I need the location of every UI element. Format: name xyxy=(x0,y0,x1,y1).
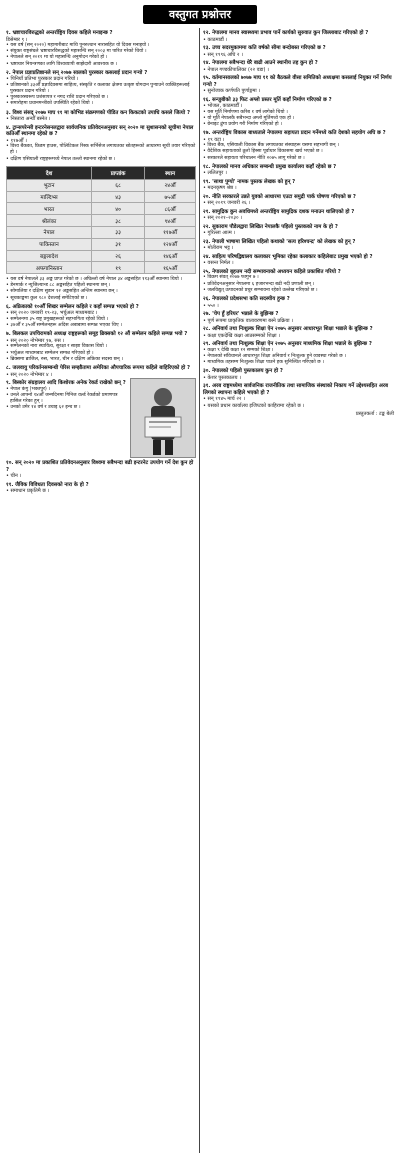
question: ३१. अरब राष्ट्रमध्येमा सार्वजनिक राजनीतिक तथा सामाजिक संस्थाको निकाय गर्ने उद्देश्यसहित अरब लिगको स्थापना कहिले भएको हो ? xyxy=(203,383,388,396)
table-row xyxy=(7,238,196,250)
answer-point: • कक्षा ९ देखि कक्षा १२ सम्मको शिक्षा । xyxy=(203,347,274,353)
answer: • काठमाडौं । xyxy=(203,36,228,43)
answer-point: • यस मूर्ति निर्माणमा करिब १ वर्ष लागेको थियो । xyxy=(203,109,288,115)
table-row xyxy=(7,262,196,274)
cell-rank: १४६औँ xyxy=(145,250,196,262)
answer-point: • उनको उमेर १४ वर्ष र उचाइ ६२ इन्च छ । xyxy=(6,405,81,411)
answer-point: • ३४औँ र ३५औँ सम्मेलनहरू अदिस अबाबामा सम्पन्न भएका थिए । xyxy=(6,323,122,329)
cell-country: नेपाल xyxy=(7,226,92,238)
question: ६. अफ्रिकाको १०औँ शिखर सम्मेलन कहिले र कहाँ सम्पन्न भएको हो ? xyxy=(6,303,139,310)
answer-point: • नेपालले सन् २०११ मा यो महासन्धि अनुमोदन गरेको हो । xyxy=(6,55,108,61)
cell-score: ६८ xyxy=(92,179,145,191)
column-header-rank: स्थान xyxy=(145,166,196,179)
table-row xyxy=(7,250,196,262)
question: १७. अन्तर्राष्ट्रिय विकास बाध्यताले नेपालमा सहायता प्रदान गर्नेमध्ये कति देशको सहयोग अघि छ ? xyxy=(203,130,386,137)
question: ४. ट्रान्सपरेन्सी इन्टरनेसनलद्वारा सार्वजनिक प्रतिवेदनअनुसार सन् २०२० मा सुशासनको सूचीमा नेपाल कतिऔँ स्थानमा रहेको छ ? xyxy=(6,124,194,138)
question-text-block xyxy=(6,378,127,411)
question: १०. सन् २०२० मा प्रकाशित प्रतिवेदनअनुसार विश्वमा सबैभन्दा बढी इन्टरनेट उपयोग गर्ने देश कुन हो ? xyxy=(6,459,194,473)
answer: • १९ वटा । xyxy=(203,136,225,143)
answer: • ११७औँ । xyxy=(6,137,27,144)
ranking-table xyxy=(6,166,196,274)
answer: • चीन । xyxy=(6,473,22,480)
question: ११. जैविक विविधता दिवसको नारा के हो ? xyxy=(6,481,89,488)
table-header-row xyxy=(7,166,196,179)
answer: • भोजल, काठमाडौँ । xyxy=(203,103,243,110)
answer-point: • माध्यमिक तहसम्म निःशुल्क शिक्षा पाउने हक सुनिश्चित गरिएको छ । xyxy=(203,360,324,366)
cell-score: १९ xyxy=(92,262,145,274)
answer-point: • ब्रिक्समा ब्राजिल, रुस, भारत, चीन र दक्षिण अफ्रिका सदस्य छन् । xyxy=(6,356,123,362)
answer-point: • सूचकाङ्कमा कुल १८० देशलाई समेटिएको छ । xyxy=(6,295,88,301)
columns xyxy=(3,28,397,1153)
answer-point: • विश्व बैंकका, फ्रिडम हाउस, पोलिटिकल रिस्क सर्भिसेज लगायतका स्रोतहरूको आधारमा सूची तयार गरिएको हो । xyxy=(6,144,196,156)
answer: डिसेम्बर ९ । xyxy=(6,36,28,43)
answer-point: • सरकारले सहायता परिचालन नीति २०७५ लागू गरेको छ । xyxy=(203,155,305,161)
answer: • सन् २०२० जनवरी १९-२३, भर्चुअल माध्यमबाट । xyxy=(6,310,98,317)
column-header-score: प्राप्तांक xyxy=(92,166,145,179)
answer-point: • ग्रेनाइट ढुंगा प्रयोग गरी निर्माण गरिएको हो । xyxy=(203,122,282,127)
answer-point: • जलविद्युत् उत्पादनको प्रचुर सम्भावना रहेको उल्लेख गरिएको छ । xyxy=(203,287,318,293)
question: ९. बिस्कोर संग्रहालय आदि किशोरक अनेक रेकर्ड राखेको छन् ? xyxy=(6,379,126,386)
answer: • सन् १९४५ मार्च २२ । xyxy=(203,396,246,403)
table-row xyxy=(7,179,196,191)
cell-score: ३१ xyxy=(92,238,145,250)
answer-point: • समारोहमा प्रधानमन्त्रीको उपस्थिति रहेको थियो । xyxy=(6,101,94,107)
answer-point: • दक्षिण एसियाली राष्ट्रहरूमध्ये नेपाल तल्लो स्थानमा रहेको छ । xyxy=(6,156,116,162)
answer-point: • पुरस्कारस्वरूप प्रशंसापत्र र नगद राशि प्रदान गरिएको छ । xyxy=(6,95,109,101)
question: ३०. नेपालको पहिलो पुस्तकालय कुन हो ? xyxy=(203,368,283,375)
answer-point: • यो मूर्ति नेपालकै सबैभन्दा अग्लो मूर्तिमध्ये एक हो । xyxy=(203,115,295,121)
page-title: वस्तुगत प्रश्नोत्तर xyxy=(143,5,257,24)
answer: • यसको प्रधान कार्यालय इजिप्टको काहिरामा रहेको छ । xyxy=(203,402,305,409)
cell-country: माल्दिभ्स xyxy=(7,191,92,203)
cell-rank: २४औँ xyxy=(145,179,196,191)
table-row xyxy=(7,203,196,215)
answer: • पिनियाँ प्रतिभा पुरस्कार प्रदान गरियो । xyxy=(6,76,79,83)
question: ३. विश्व संसद् २०७७ माघ ११ मा कोभिड संक्रमणको पीडित कन किकटको उपाधि कसले जित्यो ? xyxy=(6,109,190,116)
answer-point: • संयुक्त राष्ट्रसंघले भ्रष्टाचारविरुद्धको महासन्धि सन् २००३ मा पारित गरेको थियो । xyxy=(6,49,147,55)
question: १६. सन्जुबीको ३३ फिट अग्लो प्रस्तर मूर्ति कहाँ निर्माण गरिएको छ ? xyxy=(203,96,332,103)
cell-country: भारत xyxy=(7,203,92,215)
person-photo xyxy=(130,378,196,458)
answer: • ललितपुर । xyxy=(203,170,227,177)
question: २. नेपाल प्रज्ञाप्रतिष्ठानले सन् २०७७ सालको पुरस्कार कसलाई प्रदान गर्‍यो ? xyxy=(6,69,148,76)
answer: • निस्तारा अन्यौँ बस्नेत । xyxy=(6,116,51,123)
cell-score: २६ xyxy=(92,250,145,262)
question: १. भ्रष्टाचारविरुद्धको अन्तर्राष्ट्रिय दिवस कहिले मनाइन्छ ? xyxy=(6,30,113,36)
answer: • सुनोजाक कर्णपति पुर्णाङ्गमा । xyxy=(203,88,261,95)
answer: • नेपाल गण्डकीपालिका (२२ वडा) । xyxy=(203,66,269,73)
cell-country: भुटान xyxy=(7,179,92,191)
answer-point: • नेपाल कंगु (भक्तपुर) । xyxy=(6,386,51,392)
question: २७. 'चेप हुँ हरियर' भन्नाले के बुझिन्छ ? xyxy=(203,311,279,318)
answer: • सन् २०२१–२०३० । xyxy=(203,215,243,222)
answer-point: • सोमालिया र दक्षिण सुडान १२ अङ्कसहित अन्तिम स्थानमा छन् । xyxy=(6,289,118,295)
answer-point: • नेपालको संविधानले आधारभूत शिक्षा अनिवार्य र निःशुल्क हुने व्यवस्था गरेको छ । xyxy=(203,353,346,359)
answer: • वसन्त निर्मल । xyxy=(203,260,234,267)
answer-point: • भ्रष्टाचार नियन्त्रणका लागि विश्वव्यापी साझेदारी आवश्यक छ । xyxy=(6,61,118,67)
answer: • गुरिल्ला आत्म । xyxy=(203,230,236,237)
answer-point: • वैदेशिक सहायताको ठूलो हिस्सा पूर्वाधार विकासमा खर्च भएको छ । xyxy=(203,149,323,155)
cell-rank: ११७औँ xyxy=(145,226,196,238)
answer-point: • भर्चुअल माध्यमबाट सम्मेलन सम्पन्न गरिएको हो । xyxy=(6,350,94,356)
cell-score: ४० xyxy=(92,203,145,215)
answer: • सन् २०२० नोभेम्बर १७, रुस । xyxy=(6,337,65,344)
cell-rank: ८६औँ xyxy=(145,203,196,215)
question: २९. अनिवार्य तथा निःशुल्क शिक्षा ऐन २०७५ अनुसार माध्यमिक शिक्षा भन्नाले के बुझिन्छ ? xyxy=(203,341,372,348)
question: २२. सुकाराम पौडेलद्वारा लिखित नेपालकै पहिलो पुस्तकको नाम के हो ? xyxy=(203,223,338,230)
left-column xyxy=(3,28,200,1153)
question: १५. वर्तमानसालको ७०७७ माघ ११ को बैठकले वीसा समितिको अध्यक्षमा कसलाई नियुक्त गर्ने निर्णय गर्‍यो ? xyxy=(203,75,392,88)
answer: • कक्षा एकदेखि कक्षा आठसम्मको शिक्षा । xyxy=(203,332,281,339)
question: २६. नेपालको प्रदेशसभा कति सदस्यीय हुन्छ ? xyxy=(203,296,290,303)
cell-country: श्रीलंका xyxy=(7,215,92,227)
answer: • सन् १९९६ अघि २ । xyxy=(203,51,244,58)
right-column xyxy=(200,28,397,1153)
answer: • मदनकृष्ण श्रेष्ठ । xyxy=(203,185,237,192)
section-header xyxy=(3,4,397,24)
answer-point: • विश्व बैंक, एसियाली विकास बैंक लगायतका संस्थाहरू यसमा सहभागी छन् । xyxy=(203,143,339,149)
answer: • सन् २०१९ जनवरी २६ । xyxy=(203,200,251,207)
question: ८. जलवायु परिवर्तनसम्बन्धी पेरिस सम्झौतामा अमेरिका औपचारिक रूपमा कहिले बाहिरिएको हो ? xyxy=(6,364,191,371)
answer-point: • यस वर्ष नेपालले ३३ अङ्क प्राप्त गरेको छ । अघिल्लो वर्ष नेपाल ३४ अङ्कसहित ११३औँ स्थानमा थियो । xyxy=(6,277,183,283)
question: २८. अनिवार्य तथा निःशुल्क शिक्षा ऐन २०७५ अनुसार आधारभूत शिक्षा भन्नाले के बुझिन्छ ? xyxy=(203,326,373,333)
cell-score: ३८ xyxy=(92,215,145,227)
table-row xyxy=(7,191,196,203)
answer-point: • प्रतिष्ठानको ३३औँ प्रज्ञादिवसमा साहित्य, संस्कृति र कलाका क्षेत्रमा उत्कृष्ट योगदान पुर्‍याउने व्यक्तिहरूलाई पुरस्कार प्रदान गरियो । xyxy=(6,82,190,95)
cell-country: पाकिस्तान xyxy=(7,238,92,250)
answer-point: • सम्मेलनको नारा स्थायित्व, सुरक्षा र साझा विकास थियो । xyxy=(6,344,108,350)
answer-point: • डेनमार्क र न्युजिल्यान्ड ८८ अङ्कसहित पहिलो स्थानमा छन् । xyxy=(6,283,111,289)
question: १३. उच्च सदरमुकाममा कति वर्षको सीमा बन्दोबस्त गरिएको छ ? xyxy=(203,45,326,51)
cell-score: ४३ xyxy=(92,191,145,203)
question: २१. सामुद्रिक कुन अवधिमध्ये अन्तर्राष्ट्रिय सामुद्रिक दशक मनाउन थालिएको हो ? xyxy=(203,208,355,215)
question: १८. नेपालको मानव अधिकार सम्बन्धी प्रमुख कार्यालय कहाँ रहेको छ ? xyxy=(203,163,337,170)
cell-country: अफगानिस्तान xyxy=(7,262,92,274)
cell-rank: १२४औँ xyxy=(145,238,196,250)
cell-score: ३३ xyxy=(92,226,145,238)
answer-point: • सम्मेलनमा ३५ राष्ट्र प्रमुखहरूको सहभागिता रहेको थियो । xyxy=(6,316,109,322)
question: २३. नेपाली भाषामा लिखित पहिलो कथाको 'सत्य हरिश्चन्द्र' को लेखक को हुन् ? xyxy=(203,238,356,245)
column-header-country: देश xyxy=(7,166,92,179)
question: १४. नेपालमा सबैभन्दा धेरै बाढी आउने स्थानीय तह कुन हो ? xyxy=(203,60,318,66)
cell-rank: ९४औँ xyxy=(145,215,196,227)
answer: • मोतीराम भट्ट । xyxy=(203,245,234,252)
answer: • समाधान प्रकृतिमै छ । xyxy=(6,488,50,495)
answer-point: • यस वर्ष (सन् २०२०) महामारीबाट माथि पुनरुत्थान नारासहित यो दिवस मनाइयो । xyxy=(6,43,150,48)
answer: • पूर्ण रूपमा प्राकृतिक वातावरणमा बस्ने प्रक्रिया । xyxy=(203,317,294,324)
cell-rank: ७५औँ xyxy=(145,191,196,203)
answer: • ५५० । xyxy=(203,302,219,309)
question: १९. 'साथा पुग्यो' नामक पुस्तक लेखक को हुन् ? xyxy=(203,178,296,185)
author-credit: प्रस्तुतकर्ता : टङ्क बेली xyxy=(355,411,394,418)
table-row xyxy=(7,215,196,227)
cell-country: बङ्गलादेश xyxy=(7,250,92,262)
answer: • सन् २०२० नोभेम्बर ४ । xyxy=(6,371,53,378)
person-with-certificate-image xyxy=(131,379,195,457)
answer-point: • विक्रम संवत् २०७७ फागुन ७ । xyxy=(203,275,259,281)
question: ७. बिलकल उपचिरामको अध्यक्ष राष्ट्रहरूको समूह ब्रिक्सको १२ औं सम्मेलन कहिले सम्पन्न भयो ? xyxy=(6,331,188,338)
question: २०. नीति सरकारले उन्नते युवको आधारमा एउटा समुद्री पार्क घोषणा गरिएको छ ? xyxy=(203,193,356,200)
question-with-photo xyxy=(6,378,196,458)
question: २४. साहित्य परिषद्विद्यालय कलाकार भूमिका रहेका कलाकार कहिलेबाट प्रमुख भएको हो ? xyxy=(203,253,373,260)
cell-rank: १६५औँ xyxy=(145,262,196,274)
question: १२. नेपालमा मानव स्वास्थ्यमा प्रभाव पार्ने कार्यको सुरुवात कुन जिल्लाबाट गरिएको हो ? xyxy=(203,30,369,36)
answer-point: • उनले आफ्नो १४औँ जन्मदिनमा गिनिज वर्ल्ड रेकर्डको प्रमाणपत्र हासिल गरेका हुन् । xyxy=(6,392,118,404)
answer: • केशर पुस्तकालय । xyxy=(203,374,241,381)
question: २५. नेपालको बृहत्तम नदी सम्भावनाको अध्ययन कहिले प्रकाशित गरियो ? xyxy=(203,268,341,275)
answer-point: • प्रतिवेदनअनुसार नेपालमा ६ हजारभन्दा बढी नदी प्रणाली छन् । xyxy=(203,281,315,287)
table-row xyxy=(7,226,196,238)
